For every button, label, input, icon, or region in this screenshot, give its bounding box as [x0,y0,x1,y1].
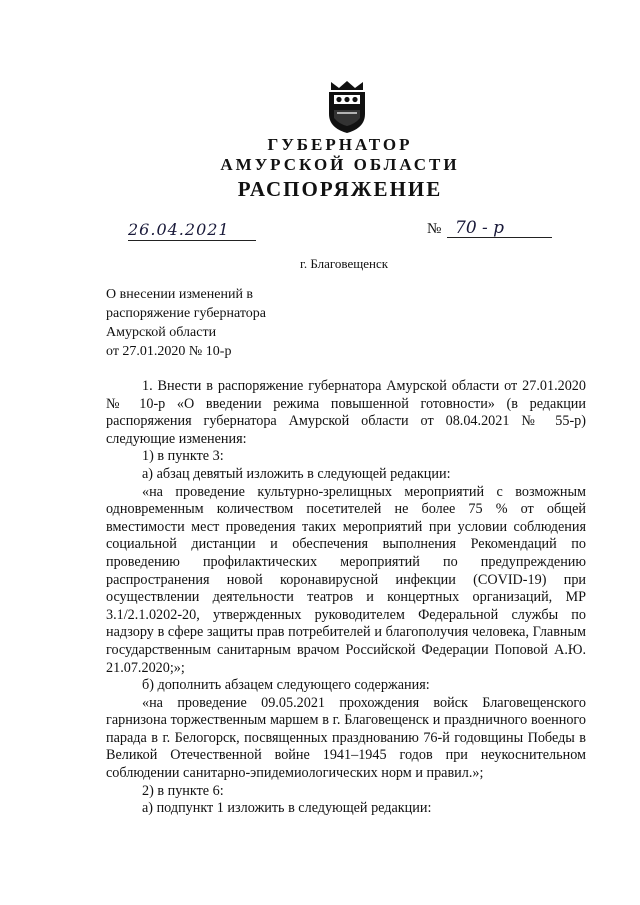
body-paragraph: б) дополнить абзацем следующего содержания: [142,677,430,694]
subject-line: от 27.01.2020 № 10-р [106,344,232,359]
body-paragraph: 1) в пункте 3: [142,448,224,465]
body-paragraph: 1. Внести в распоряжение губернатора Амурской области от 27.01.2020 № 10-р «О введении режима повышенной готовности» (в редакции распоряжения губернатора Амурской области от 08.04.2021 № 55-р) следующие изменения: [106,378,586,447]
number-label: № [427,221,442,237]
header-title-order: РАСПОРЯЖЕНИЕ [237,177,443,201]
header-title-governor: ГУБЕРНАТОР [267,135,413,154]
header-title-region: АМУРСКОЙ ОБЛАСТИ [220,155,460,174]
subject-line: О внесении изменений в [106,287,254,302]
coat-of-arms-icon [325,80,369,134]
document-number: 70 - р [447,218,552,238]
document-subject [106,285,266,361]
document-date: 26.04.2021 [128,220,256,241]
body-paragraph: а) абзац девятый изложить в следующей редакции: [142,465,451,482]
body-paragraph: 2) в пункте 6: [142,782,224,799]
body-paragraph: а) подпункт 1 изложить в следующей редакции: [142,800,432,817]
body-paragraph: «на проведение культурно-зрелищных мероприятий с возможным одновременным количеством посетителей не более 75 % от общей вместимости мест проведения таких мероприятий при условии соблюдения социальной дистанции и обеспечения выполнения Рекомендаций по проведению профилактических мероприятий по предупреждению распространения новой коронавирусной инфекции (COVID-19) при осуществлении деятельности театров и концертных организаций, МР 3.1/2.1.0202-20, утвержденных руководителем Федеральной службы по надзору в сфере защиты прав потребителей и благополучия человека, Главным государственным санитарным врачом Российской Федерации Поповой А.Ю. 21.07.2020;»; [106,483,586,676]
document-body [106,378,586,818]
body-paragraph: «на проведение 09.05.2021 прохождения войск Благовещенского гарнизона торжественным маршем в г. Благовещенск и праздничного военного парада в г. Белогорск, посвященных празднованию 76-й годовщины Победы в Великой Отечественной войне 1941–1945 годов при неукоснительном соблюдении санитарно-эпидемиологических норм и правил.»; [106,694,586,782]
subject-line: Амурской области [106,325,217,340]
subject-line: распоряжение губернатора [106,306,266,321]
city-line: г. Благовещенск [300,256,389,271]
